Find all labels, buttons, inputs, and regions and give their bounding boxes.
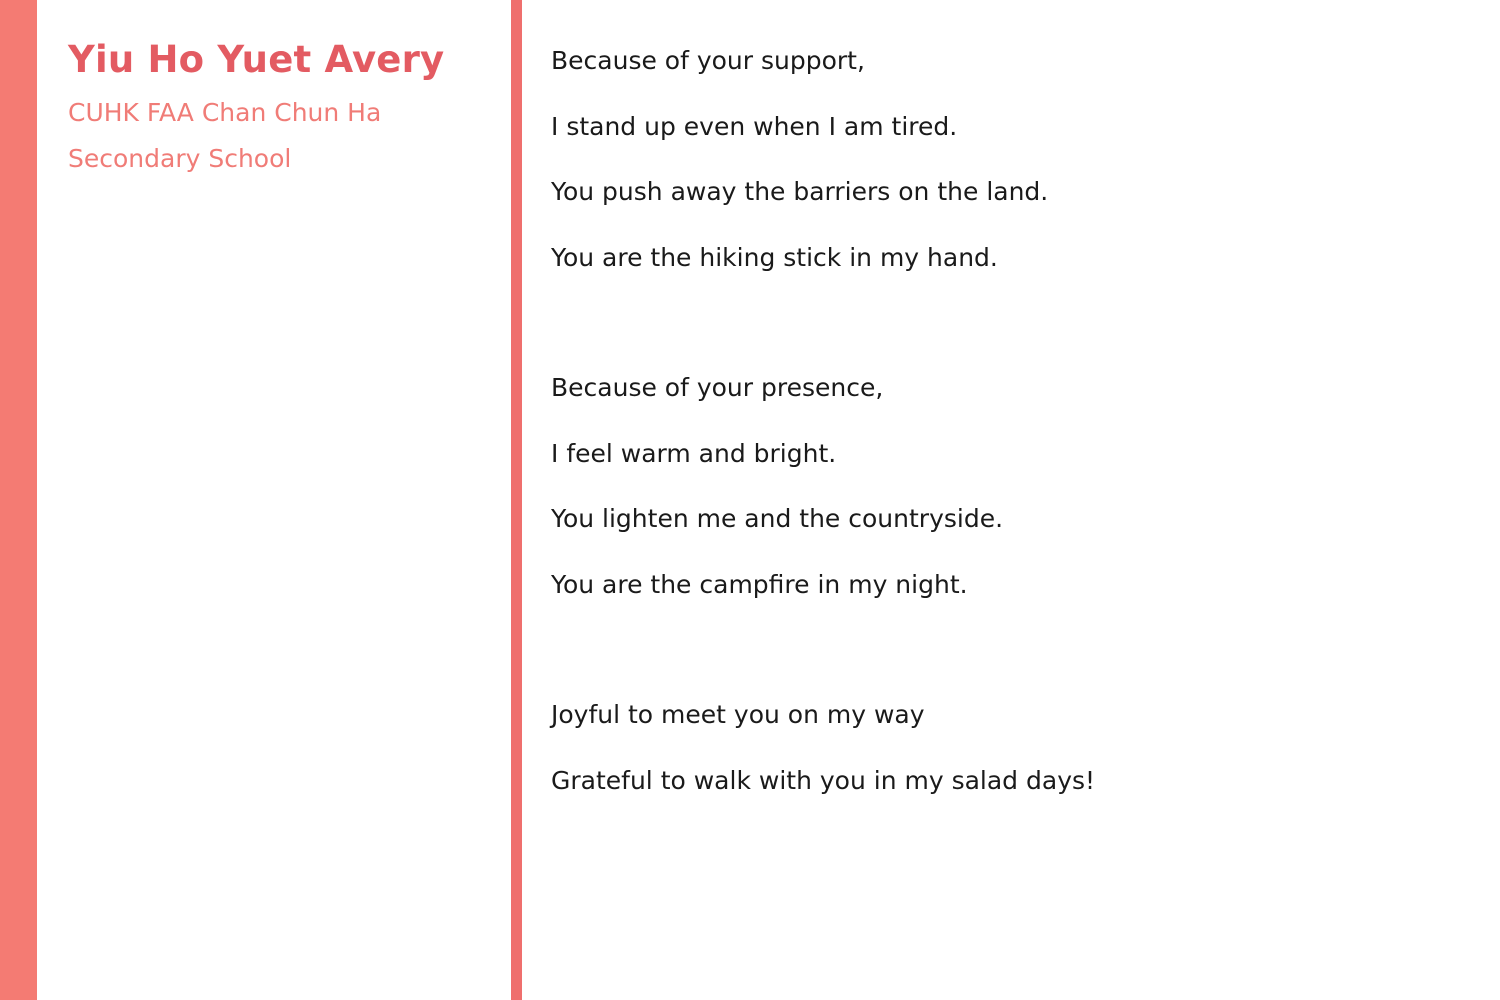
poem (551, 28, 1451, 878)
poem-line: Because of your support, (551, 46, 865, 75)
poem-line: I feel warm and bright. (551, 438, 837, 468)
stanza-2 (551, 355, 1451, 617)
stanza-3 (551, 682, 1451, 813)
vertical-divider (511, 0, 522, 1000)
poem-line: You push away the barriers on the land. (551, 177, 1049, 206)
poem-line: Grateful to walk with you in my salad days! (551, 765, 1096, 795)
poem-line: You lighten me and the countryside. (551, 504, 1004, 533)
poem-line: You are the campfire in my night. (551, 569, 968, 599)
school-name: CUHK FAA Chan Chun Ha Secondary School (68, 98, 382, 173)
author-block (68, 36, 488, 182)
poem-line: Because of your presence, (551, 373, 884, 402)
poem-line: Joyful to meet you on my way (551, 700, 925, 729)
author-name: Yiu Ho Yuet Avery (68, 38, 445, 81)
poem-line: I stand up even when I am tired. (551, 111, 958, 141)
left-accent-stripe (0, 0, 37, 1000)
stanza-1 (551, 28, 1451, 290)
poem-line: You are the hiking stick in my hand. (551, 242, 998, 272)
